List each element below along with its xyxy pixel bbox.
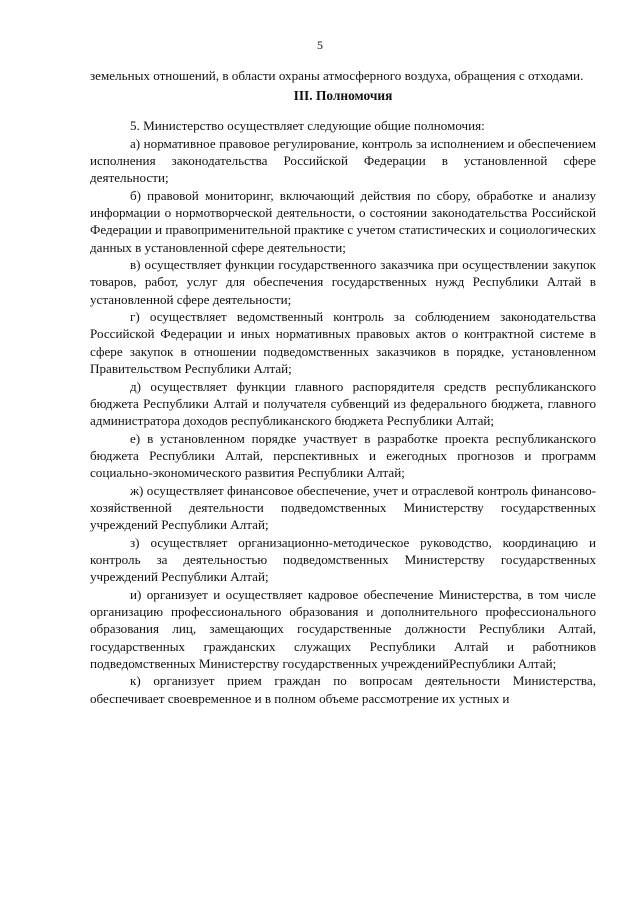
paragraph-a: а) нормативное правовое регулирование, контроль за исполнением и обеспечением исполнения законодательства Российской Федерации в установленной сфере деятельности; [90,135,596,186]
paragraph-g: г) осуществляет ведомственный контроль за соблюдением законодательства Российской Федерации и иных нормативных правовых актов о контрактной системе в сфере закупок в отношении подведомственных заказчиков в порядке, установленном Правительством Республики Алтай; [90,309,596,377]
paragraph-d: д) осуществляет функции главного распорядителя средств республиканского бюджета Республики Алтай и получателя субвенций из федерального бюджета, главного администратора доходов республиканского бюджета Республики Алтай; [90,378,596,429]
paragraph-b: б) правовой мониторинг, включающий действия по сбору, обработке и анализу информации о нормотворческой деятельности, о состоянии законодательства Российской Федерации и правоприменительной практике с учетом статистических и социологических данных в установленной сфере деятельности; [90,187,596,255]
paragraph-intro: 5. Министерство осуществляет следующие общие полномочия: [130,118,485,134]
paragraph-e: е) в установленном порядке участвует в разработке проекта республиканского бюджета Республики Алтай, перспективных и ежегодных прогнозов и программ социально-экономического развития Республики Алтай; [90,430,596,481]
page-number: 5 [317,38,323,52]
paragraph-k: к) организует прием граждан по вопросам деятельности Министерства, обеспечивает своевременное и в полном объеме рассмотрение их устных и [90,673,596,706]
document-body [90,67,596,707]
paragraph-i: и) организует и осуществляет кадровое обеспечение Министерства, в том числе организацию профессионального образования и дополнительного профессионального образования лиц, замещающих государственные должности Республики Алтай, государственных гражданских служащих Республики Алтай и работников подведомственных Министерству государственных учрежденийРеспублики Алтай; [90,586,596,671]
paragraph-zh: ж) осуществляет финансовое обеспечение, учет и отраслевой контроль финансово-хозяйственной деятельности подведомственных Министерству государственных учреждений Республики Алтай; [90,482,596,533]
section-heading: III. Полномочия [293,88,393,104]
opening-paragraph: земельных отношений, в области охраны атмосферного воздуха, обращения с отходами. [90,68,584,83]
paragraph-v: в) осуществляет функции государственного заказчика при осуществлении закупок товаров, работ, услуг для обеспечения государственных нужд Республики Алтай в установленной сфере деятельности; [90,257,596,307]
paragraph-z: з) осуществляет организационно-методическое руководство, координацию и контроль за деятельностью подведомственных Министерству государственных учреждений Республики Алтай; [90,534,596,585]
